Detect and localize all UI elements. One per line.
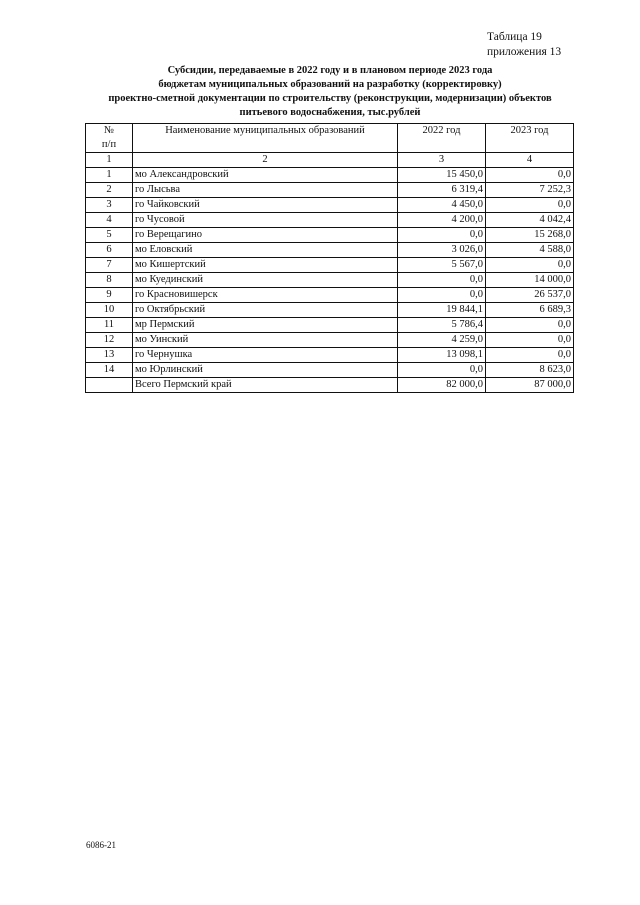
value-2022: 0,0 (398, 273, 486, 288)
table-row (86, 333, 574, 348)
value-2023: 7 252,3 (486, 183, 574, 198)
row-number: 4 (86, 213, 133, 228)
table-row (86, 348, 574, 363)
total-label: Всего Пермский край (133, 378, 398, 393)
row-number: 3 (86, 198, 133, 213)
municipality-name: го Красновишерск (133, 288, 398, 303)
value-2023: 0,0 (486, 333, 574, 348)
value-2022: 15 450,0 (398, 168, 486, 183)
value-2022: 19 844,1 (398, 303, 486, 318)
value-2023: 0,0 (486, 258, 574, 273)
municipality-name: мо Куединский (133, 273, 398, 288)
title-line-1: Субсидии, передаваемые в 2022 году и в плановом периоде 2023 года (167, 65, 493, 76)
value-2023: 0,0 (486, 348, 574, 363)
column-number: 2 (133, 153, 398, 168)
appendix-reference: приложения 13 (487, 46, 562, 58)
title-line-4: питьевого водоснабжения, тыс.рублей (239, 107, 421, 118)
row-number: 8 (86, 273, 133, 288)
table-row (86, 183, 574, 198)
municipality-name: мо Уинский (133, 333, 398, 348)
value-2022: 4 259,0 (398, 333, 486, 348)
value-2022: 3 026,0 (398, 243, 486, 258)
row-number: 2 (86, 183, 133, 198)
municipality-name: го Лысьва (133, 183, 398, 198)
table-number: Таблица 19 (487, 31, 542, 43)
value-2023: 14 000,0 (486, 273, 574, 288)
total-empty-cell (86, 378, 133, 393)
document-title (60, 64, 600, 120)
table-row (86, 258, 574, 273)
municipality-name: мо Еловский (133, 243, 398, 258)
table-row (86, 198, 574, 213)
row-number: 12 (86, 333, 133, 348)
table-header-row (86, 124, 574, 153)
table-caption (487, 30, 561, 60)
column-number-row (86, 153, 574, 168)
municipality-name: мо Александровский (133, 168, 398, 183)
table-row (86, 288, 574, 303)
table-row (86, 273, 574, 288)
title-line-3: проектно-сметной документации по строительству (реконструкции, модернизации) объектов (108, 93, 552, 104)
value-2023: 0,0 (486, 168, 574, 183)
row-number: 7 (86, 258, 133, 273)
municipality-name: го Чайковский (133, 198, 398, 213)
value-2022: 5 786,4 (398, 318, 486, 333)
municipality-name: мр Пермский (133, 318, 398, 333)
row-number: 11 (86, 318, 133, 333)
value-2022: 0,0 (398, 228, 486, 243)
header-number-line-2: п/п (101, 139, 117, 150)
value-2023: 0,0 (486, 318, 574, 333)
value-2023: 0,0 (486, 198, 574, 213)
header-2023: 2023 год (486, 124, 574, 153)
value-2022: 6 319,4 (398, 183, 486, 198)
row-number: 5 (86, 228, 133, 243)
row-number: 9 (86, 288, 133, 303)
value-2023: 4 042,4 (486, 213, 574, 228)
table-row (86, 228, 574, 243)
subsidies-table (85, 123, 574, 393)
value-2022: 13 098,1 (398, 348, 486, 363)
value-2022: 4 450,0 (398, 198, 486, 213)
column-number: 4 (486, 153, 574, 168)
value-2023: 6 689,3 (486, 303, 574, 318)
value-2022: 5 567,0 (398, 258, 486, 273)
row-number: 6 (86, 243, 133, 258)
municipality-name: го Чернушка (133, 348, 398, 363)
total-2023: 87 000,0 (486, 378, 574, 393)
table-row (86, 243, 574, 258)
header-name: Наименование муниципальных образований (133, 124, 398, 153)
municipality-name: го Октябрьский (133, 303, 398, 318)
municipality-name: го Верещагино (133, 228, 398, 243)
table-row (86, 213, 574, 228)
row-number: 13 (86, 348, 133, 363)
header-2022: 2022 год (398, 124, 486, 153)
document-code: 6086-21 (86, 840, 116, 850)
value-2022: 4 200,0 (398, 213, 486, 228)
value-2023: 4 588,0 (486, 243, 574, 258)
value-2022: 0,0 (398, 288, 486, 303)
table-row (86, 363, 574, 378)
row-number: 10 (86, 303, 133, 318)
total-2022: 82 000,0 (398, 378, 486, 393)
value-2022: 0,0 (398, 363, 486, 378)
value-2023: 26 537,0 (486, 288, 574, 303)
row-number: 1 (86, 168, 133, 183)
row-number: 14 (86, 363, 133, 378)
municipality-name: го Чусовой (133, 213, 398, 228)
table-row (86, 303, 574, 318)
table-row (86, 168, 574, 183)
header-number-line-1: № (103, 125, 115, 136)
total-row (86, 378, 574, 393)
header-number (86, 124, 133, 153)
value-2023: 8 623,0 (486, 363, 574, 378)
value-2023: 15 268,0 (486, 228, 574, 243)
municipality-name: мо Кишертский (133, 258, 398, 273)
column-number: 1 (86, 153, 133, 168)
column-number: 3 (398, 153, 486, 168)
table-row (86, 318, 574, 333)
title-line-2: бюджетам муниципальных образований на разработку (корректировку) (158, 79, 502, 90)
municipality-name: мо Юрлинский (133, 363, 398, 378)
